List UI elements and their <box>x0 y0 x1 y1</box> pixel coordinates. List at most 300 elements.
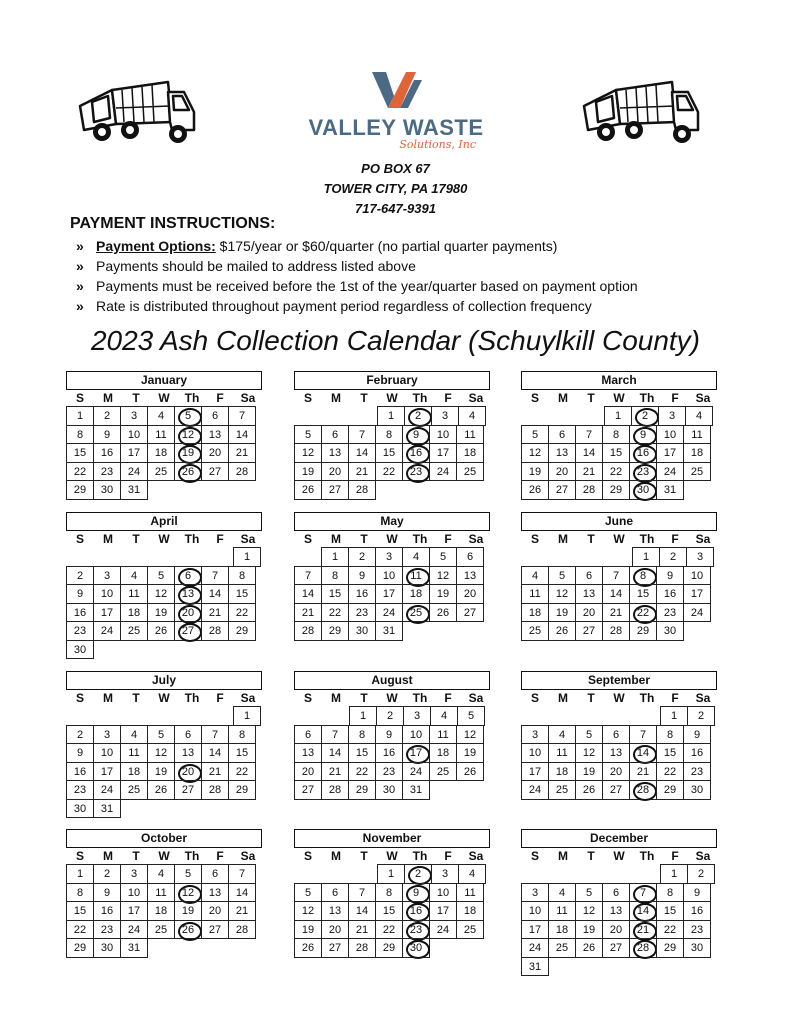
week-row <box>294 884 490 903</box>
calendar-day: 17 <box>429 443 457 463</box>
week-row <box>66 567 262 586</box>
collection-day: 16 <box>402 901 430 921</box>
calendar-day: 12 <box>294 901 322 921</box>
calendar-day: 10 <box>429 883 457 903</box>
collection-day: 14 <box>629 901 657 921</box>
calendar-day: 20 <box>294 762 322 782</box>
empty-cell <box>549 865 577 884</box>
calendar-day: 5 <box>174 864 202 884</box>
calendar-day: 23 <box>683 920 711 940</box>
weekday-header <box>66 690 262 707</box>
calendar-day: 8 <box>66 425 94 445</box>
calendar-day: 8 <box>375 425 403 445</box>
weekday-label: Sa <box>695 691 711 705</box>
calendar-day: 15 <box>228 584 256 604</box>
empty-cell <box>148 481 176 500</box>
month-name: November <box>294 829 490 848</box>
calendar-day: 8 <box>228 566 256 586</box>
calendar-day: 25 <box>147 920 175 940</box>
calendar-day: 16 <box>93 901 121 921</box>
weekday-label: M <box>331 391 341 405</box>
empty-cell <box>176 939 204 958</box>
month-calendar-june <box>521 512 717 641</box>
week-row <box>521 707 717 726</box>
calendar-day: 4 <box>430 706 458 726</box>
calendar-day: 2 <box>376 706 404 726</box>
calendar-day: 16 <box>66 603 94 623</box>
calendar-day: 8 <box>602 425 630 445</box>
calendar-day: 10 <box>375 566 403 586</box>
calendar-day: 5 <box>294 425 322 445</box>
weekday-label: Th <box>639 391 655 405</box>
calendar-day: 17 <box>375 584 403 604</box>
weekday-label: Th <box>412 391 428 405</box>
week-row <box>66 426 262 445</box>
calendar-day: 11 <box>683 425 711 445</box>
collection-day: 20 <box>174 603 202 623</box>
weekday-label: Sa <box>695 391 711 405</box>
week-row <box>66 604 262 623</box>
week-row <box>294 744 490 763</box>
collection-day: 2 <box>404 406 432 426</box>
calendar-day: 6 <box>321 425 349 445</box>
calendar-day: 4 <box>120 725 148 745</box>
month-calendar-july <box>66 671 262 818</box>
empty-cell <box>549 548 577 567</box>
weekday-label: M <box>558 532 568 546</box>
empty-cell <box>633 958 661 977</box>
weekday-label: F <box>216 849 224 863</box>
weekday-label: F <box>444 532 452 546</box>
calendar-day: 29 <box>321 621 349 641</box>
collection-day: 28 <box>629 780 657 800</box>
calendar-day: 18 <box>456 901 484 921</box>
calendar-day: 31 <box>120 938 148 958</box>
calendar-day: 17 <box>521 920 549 940</box>
calendar-day: 13 <box>174 743 202 763</box>
calendar-day: 14 <box>575 443 603 463</box>
calendar-day: 13 <box>548 443 576 463</box>
calendar-day: 5 <box>548 566 576 586</box>
calendar-day: 2 <box>93 406 121 426</box>
calendar-day: 22 <box>375 920 403 940</box>
calendar-day: 6 <box>201 864 229 884</box>
calendar-day: 4 <box>548 883 576 903</box>
week-row <box>294 707 490 726</box>
calendar-day: 18 <box>402 584 430 604</box>
week-row <box>66 865 262 884</box>
calendar-day: 22 <box>228 603 256 623</box>
weekday-label: Sa <box>468 532 484 546</box>
empty-cell <box>121 800 149 819</box>
calendar-day: 11 <box>548 901 576 921</box>
calendar-day: 18 <box>120 603 148 623</box>
calendar-day: 2 <box>687 706 715 726</box>
calendar-day: 6 <box>174 725 202 745</box>
calendar-day: 3 <box>431 406 459 426</box>
weekday-label: W <box>158 849 170 863</box>
weekday-label: T <box>587 532 595 546</box>
calendar-day: 16 <box>683 743 711 763</box>
weekday-label: F <box>444 391 452 405</box>
week-row <box>521 884 717 903</box>
empty-cell <box>94 641 122 660</box>
calendar-day: 28 <box>575 480 603 500</box>
weekday-header <box>521 848 717 865</box>
calendar-day: 24 <box>429 920 457 940</box>
calendar-day: 1 <box>632 547 660 567</box>
calendar-day: 7 <box>201 725 229 745</box>
weekday-label: Sa <box>695 849 711 863</box>
empty-cell <box>577 548 605 567</box>
calendar-day: 2 <box>687 864 715 884</box>
payment-options-text: $175/year or $60/quarter (no partial quarter payments) <box>215 238 558 254</box>
calendar-day: 9 <box>348 566 376 586</box>
month-calendar-october <box>66 829 262 958</box>
month-name: March <box>521 371 717 390</box>
week-row <box>521 567 717 586</box>
calendar-day: 29 <box>348 780 376 800</box>
calendar-day: 9 <box>375 725 403 745</box>
calendar-day: 19 <box>294 920 322 940</box>
calendar-day: 1 <box>349 706 377 726</box>
week-row <box>521 463 717 482</box>
calendar-day: 8 <box>656 725 684 745</box>
empty-cell <box>350 865 378 884</box>
weekday-label: Th <box>639 849 655 863</box>
calendar-day: 9 <box>93 425 121 445</box>
calendar-day: 22 <box>228 762 256 782</box>
weekday-label: W <box>613 691 625 705</box>
calendar-day: 28 <box>348 480 376 500</box>
mailing-address <box>0 159 791 219</box>
collection-day: 9 <box>402 883 430 903</box>
calendar-day: 18 <box>429 743 457 763</box>
calendar-day: 14 <box>348 443 376 463</box>
calendar-day: 30 <box>348 621 376 641</box>
calendar-day: 22 <box>321 603 349 623</box>
weekday-label: S <box>303 849 312 863</box>
payment-instructions-heading: PAYMENT INSTRUCTIONS: <box>70 215 276 232</box>
calendar-day: 18 <box>147 901 175 921</box>
calendar-day: 4 <box>458 406 486 426</box>
empty-cell <box>94 707 122 726</box>
calendar-day: 12 <box>294 443 322 463</box>
week-row <box>66 707 262 726</box>
collection-day: 23 <box>402 462 430 482</box>
weekday-label: M <box>558 391 568 405</box>
calendar-day: 29 <box>228 621 256 641</box>
calendar-day: 2 <box>93 864 121 884</box>
calendar-day: 1 <box>233 547 261 567</box>
calendar-day: 3 <box>431 864 459 884</box>
week-row <box>521 781 717 800</box>
calendar-day: 26 <box>429 603 457 623</box>
month-calendar-march <box>521 371 717 500</box>
calendar-day: 19 <box>147 762 175 782</box>
calendar-day: 19 <box>456 743 484 763</box>
calendar-day: 1 <box>233 706 261 726</box>
weekday-label: Th <box>639 691 655 705</box>
calendar-day: 30 <box>375 780 403 800</box>
calendar-day: 16 <box>375 743 403 763</box>
calendar-day: 20 <box>575 603 603 623</box>
calendar-day: 6 <box>602 725 630 745</box>
week-row <box>66 548 262 567</box>
calendar-day: 31 <box>656 480 684 500</box>
empty-cell <box>459 622 487 641</box>
collection-day: 14 <box>629 743 657 763</box>
calendar-day: 16 <box>348 584 376 604</box>
address-line: PO BOX 67 <box>361 161 430 176</box>
week-row <box>521 763 717 782</box>
weekday-label: T <box>132 691 140 705</box>
calendar-day: 20 <box>602 762 630 782</box>
calendar-day: 22 <box>66 462 94 482</box>
calendar-day: 5 <box>521 425 549 445</box>
calendar-day: 22 <box>656 920 684 940</box>
week-row <box>294 481 490 500</box>
company-logo <box>296 66 496 156</box>
calendar-day: 4 <box>685 406 713 426</box>
calendar-day: 7 <box>575 425 603 445</box>
list-item <box>76 296 638 316</box>
calendar-day: 3 <box>93 725 121 745</box>
calendar-day: 13 <box>602 901 630 921</box>
calendar-day: 28 <box>602 621 630 641</box>
collection-day: 25 <box>402 603 430 623</box>
empty-cell <box>577 958 605 977</box>
calendar-day: 20 <box>548 462 576 482</box>
calendar-day: 23 <box>93 920 121 940</box>
calendar-day: 18 <box>120 762 148 782</box>
weekday-header <box>66 531 262 548</box>
calendar-day: 3 <box>403 706 431 726</box>
weekday-header <box>521 690 717 707</box>
address-line: TOWER CITY, PA 17980 <box>323 181 468 196</box>
calendar-day: 1 <box>377 406 405 426</box>
week-row <box>521 744 717 763</box>
month-name: June <box>521 512 717 531</box>
calendar-day: 24 <box>375 603 403 623</box>
calendar-day: 14 <box>348 901 376 921</box>
week-row <box>294 407 490 426</box>
calendar-day: 15 <box>228 743 256 763</box>
calendar-day: 25 <box>120 621 148 641</box>
calendar-day: 26 <box>147 621 175 641</box>
calendar-day: 27 <box>602 938 630 958</box>
calendar-day: 17 <box>521 762 549 782</box>
collection-day: 17 <box>402 743 430 763</box>
week-row <box>66 744 262 763</box>
month-calendar-may <box>294 512 490 641</box>
weekday-label: Sa <box>468 691 484 705</box>
weekday-label: S <box>530 532 539 546</box>
calendar-day: 5 <box>294 883 322 903</box>
calendar-day: 29 <box>228 780 256 800</box>
weekday-header <box>521 531 717 548</box>
month-calendar-january <box>66 371 262 500</box>
calendar-day: 6 <box>602 883 630 903</box>
calendar-day: 9 <box>656 566 684 586</box>
empty-cell <box>577 407 605 426</box>
empty-cell <box>204 939 232 958</box>
weekday-label: T <box>587 849 595 863</box>
weekday-label: Sa <box>695 532 711 546</box>
calendar-day: 29 <box>375 938 403 958</box>
bullet: » <box>76 298 84 314</box>
calendar-day: 21 <box>575 462 603 482</box>
empty-cell <box>234 641 262 660</box>
calendar-day: 30 <box>93 480 121 500</box>
calendar-day: 13 <box>456 566 484 586</box>
month-calendar-april <box>66 512 262 659</box>
weekday-label: S <box>303 391 312 405</box>
collection-day: 12 <box>174 425 202 445</box>
collection-day: 23 <box>402 920 430 940</box>
calendar-day: 27 <box>321 938 349 958</box>
weekday-label: F <box>671 691 679 705</box>
calendar-day: 19 <box>575 762 603 782</box>
calendar-day: 24 <box>120 920 148 940</box>
weekday-label: M <box>103 849 113 863</box>
empty-cell <box>148 939 176 958</box>
calendar-day: 13 <box>294 743 322 763</box>
weekday-label: T <box>132 849 140 863</box>
empty-cell <box>233 800 261 819</box>
week-row <box>66 921 262 940</box>
calendar-day: 15 <box>66 901 94 921</box>
empty-cell <box>430 939 458 958</box>
empty-cell <box>549 707 577 726</box>
calendar-day: 7 <box>602 566 630 586</box>
calendar-day: 24 <box>683 603 711 623</box>
calendar-day: 21 <box>228 443 256 463</box>
weekday-header <box>66 390 262 407</box>
month-calendar-december <box>521 829 717 976</box>
calendar-day: 7 <box>201 566 229 586</box>
weekday-label: Th <box>639 532 655 546</box>
bullet: » <box>76 278 84 294</box>
week-row <box>66 781 262 800</box>
calendar-day: 21 <box>348 920 376 940</box>
calendar-day: 17 <box>93 762 121 782</box>
calendar-day: 1 <box>66 864 94 884</box>
week-row <box>521 548 717 567</box>
calendar-day: 15 <box>656 743 684 763</box>
weekday-label: T <box>360 849 368 863</box>
calendar-day: 1 <box>660 706 688 726</box>
week-row <box>66 585 262 604</box>
calendar-day: 20 <box>456 584 484 604</box>
weekday-header <box>294 848 490 865</box>
empty-cell <box>94 548 122 567</box>
calendar-day: 7 <box>228 406 256 426</box>
calendar-day: 25 <box>456 920 484 940</box>
calendar-day: 6 <box>321 883 349 903</box>
collection-day: 2 <box>631 406 659 426</box>
weekday-header <box>66 848 262 865</box>
calendar-day: 30 <box>683 938 711 958</box>
calendar-day: 15 <box>321 584 349 604</box>
week-row <box>294 726 490 745</box>
calendar-day: 7 <box>629 725 657 745</box>
collection-day: 16 <box>629 443 657 463</box>
weekday-label: M <box>331 691 341 705</box>
calendar-day: 12 <box>456 725 484 745</box>
calendar-day: 23 <box>683 762 711 782</box>
calendar-day: 16 <box>66 762 94 782</box>
calendar-day: 24 <box>429 462 457 482</box>
calendar-day: 11 <box>521 584 549 604</box>
calendar-day: 23 <box>375 762 403 782</box>
calendar-day: 17 <box>93 603 121 623</box>
list-item <box>76 236 638 256</box>
collection-day: 26 <box>174 462 202 482</box>
weekday-label: S <box>75 532 84 546</box>
weekday-label: T <box>587 691 595 705</box>
weekday-label: Sa <box>240 391 256 405</box>
weekday-header <box>294 390 490 407</box>
calendar-day: 10 <box>120 883 148 903</box>
calendar-day: 31 <box>120 480 148 500</box>
calendar-day: 8 <box>66 883 94 903</box>
calendar-day: 18 <box>456 443 484 463</box>
empty-cell <box>122 641 150 660</box>
empty-cell <box>206 548 234 567</box>
empty-cell <box>66 707 94 726</box>
week-row <box>294 939 490 958</box>
week-row <box>66 463 262 482</box>
calendar-day: 8 <box>656 883 684 903</box>
calendar-day: 4 <box>402 547 430 567</box>
list-item <box>76 256 638 276</box>
empty-cell <box>521 865 549 884</box>
weekday-label: M <box>331 849 341 863</box>
week-row <box>521 958 717 977</box>
calendar-day: 6 <box>294 725 322 745</box>
calendar-day: 9 <box>683 725 711 745</box>
calendar-day: 20 <box>201 901 229 921</box>
calendar-day: 12 <box>575 743 603 763</box>
calendar-day: 22 <box>375 462 403 482</box>
calendar-day: 1 <box>377 864 405 884</box>
empty-cell <box>350 407 378 426</box>
calendar-day: 15 <box>375 901 403 921</box>
calendar-day: 31 <box>521 957 549 977</box>
empty-cell <box>122 548 150 567</box>
collection-day: 30 <box>402 938 430 958</box>
calendar-day: 21 <box>348 462 376 482</box>
empty-cell <box>521 407 549 426</box>
calendar-day: 8 <box>321 566 349 586</box>
calendar-day: 14 <box>228 425 256 445</box>
calendar-day: 3 <box>521 883 549 903</box>
week-row <box>521 444 717 463</box>
month-calendar-november <box>294 829 490 958</box>
weekday-label: Th <box>412 532 428 546</box>
empty-cell <box>294 707 322 726</box>
collection-day: 11 <box>402 566 430 586</box>
calendar-day: 28 <box>201 621 229 641</box>
weekday-label: F <box>671 391 679 405</box>
calendar-day: 2 <box>66 566 94 586</box>
instruction-text: Payments should be mailed to address listed above <box>96 258 416 274</box>
empty-cell <box>403 622 431 641</box>
weekday-label: W <box>386 391 398 405</box>
month-calendar-february <box>294 371 490 500</box>
calendar-day: 6 <box>575 566 603 586</box>
